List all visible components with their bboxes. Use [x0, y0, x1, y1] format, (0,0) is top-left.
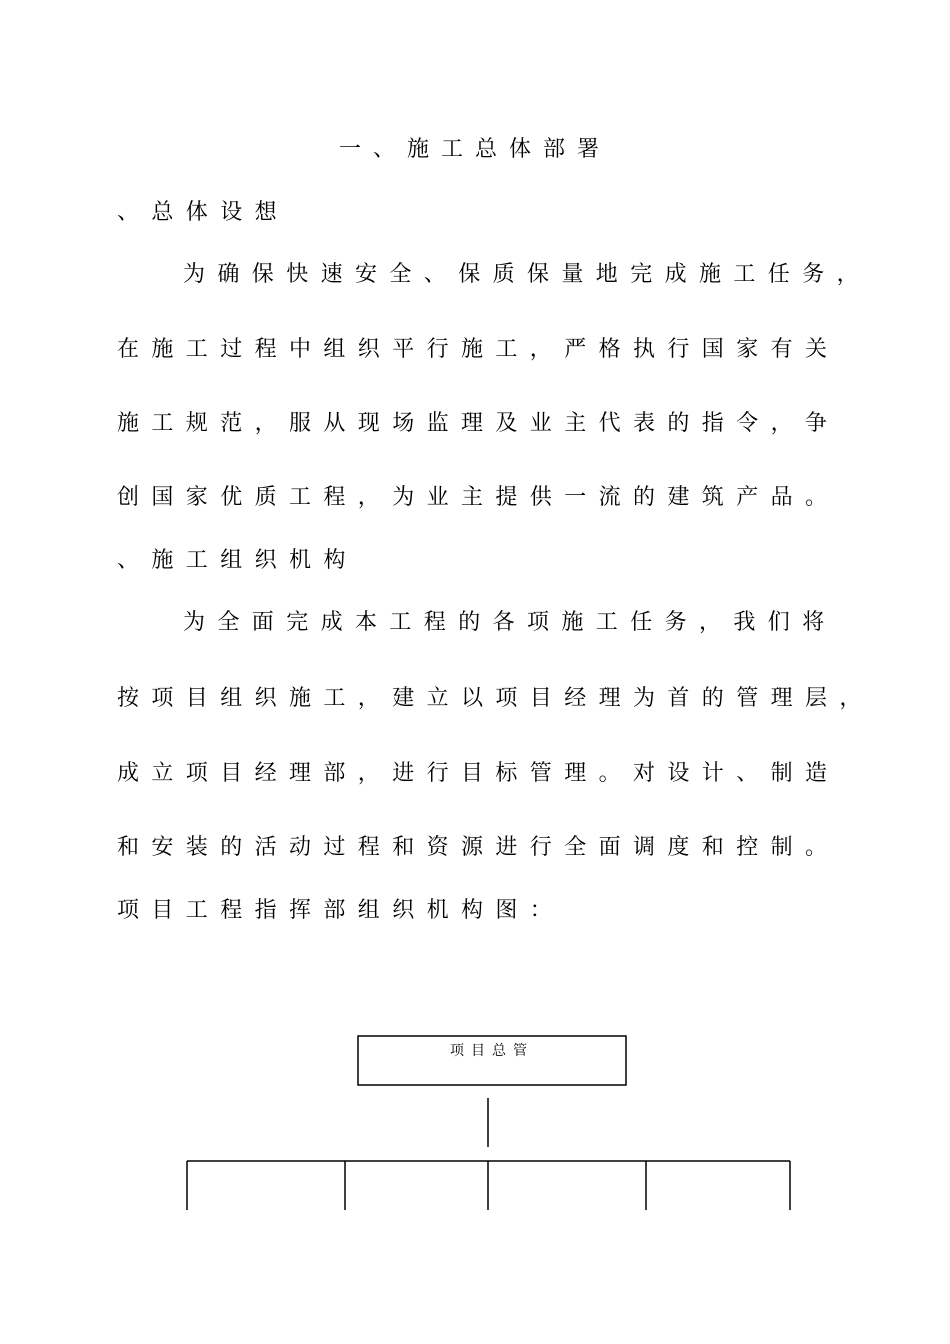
section-1-heading: 、总体设想: [117, 200, 290, 225]
section-2-paragraph-line-1: 为全面完成本工程的各项施工任务，我们将: [183, 610, 837, 635]
section-1-paragraph-line-1: 为确保快速安全、保质保量地完成施工任务，: [183, 262, 872, 287]
document-title: 一、施工总体部署: [338, 137, 611, 162]
section-2-paragraph-line-2: 按项目组织施工，建立以项目经理为首的管理层，: [117, 686, 874, 711]
section-2-paragraph-line-3: 成立项目经理部，进行目标管理。对设计、制造: [117, 761, 840, 786]
org-chart-caption: 项目工程指挥部组织机构图：: [117, 898, 565, 923]
section-2-paragraph-line-4: 和安装的活动过程和资源进行全面调度和控制。: [117, 835, 840, 860]
top-box-label: 项目总管: [450, 1043, 534, 1059]
section-1-paragraph-line-4: 创国家优质工程，为业主提供一流的建筑产品。: [117, 485, 840, 510]
section-1-paragraph-line-3: 施工规范，服从现场监理及业主代表的指令，争: [117, 411, 840, 436]
section-1-paragraph-line-2: 在施工过程中组织平行施工，严格执行国家有关: [117, 337, 840, 362]
section-2-heading: 、施工组织机构: [117, 548, 358, 573]
